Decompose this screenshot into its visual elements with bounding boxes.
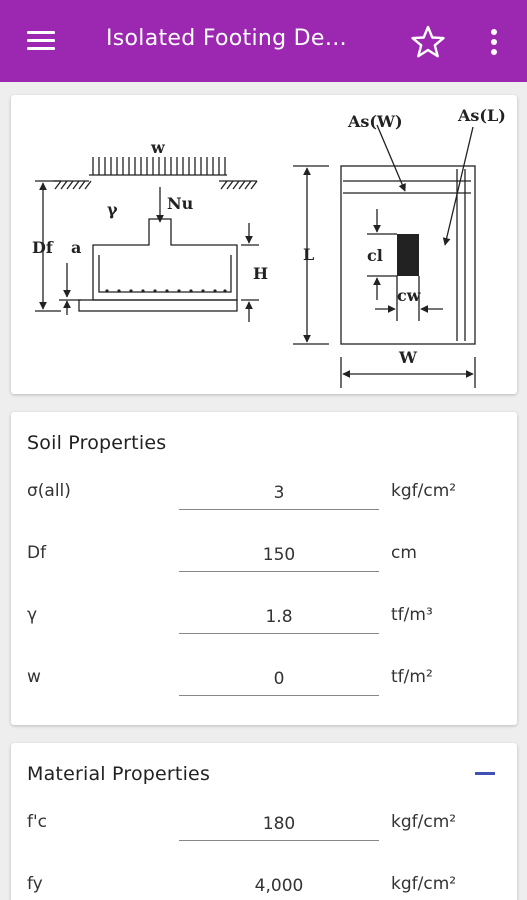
star-icon[interactable] [410, 24, 446, 60]
menu-icon[interactable] [27, 28, 57, 54]
sigma-all-unit: kgf/cm² [391, 481, 457, 501]
app-bar [0, 0, 527, 82]
soil-properties-card [11, 412, 517, 725]
label-h: H [253, 264, 269, 283]
label-w: w [151, 138, 165, 157]
fc-label: f'c [27, 812, 48, 832]
sigma-all-input[interactable] [179, 476, 379, 510]
material-properties-card [11, 743, 517, 900]
label-nu: Nu [167, 194, 194, 213]
label-gamma: γ [107, 200, 118, 219]
w-label: w [27, 667, 41, 687]
footing-diagram [11, 95, 517, 394]
collapse-icon[interactable] [475, 772, 495, 775]
fc-input[interactable] [179, 807, 379, 841]
fy-unit: kgf/cm² [391, 874, 457, 894]
label-l: L [303, 245, 315, 264]
fy-input[interactable] [179, 869, 379, 900]
fy-label: fy [27, 874, 43, 894]
label-cl: cl [367, 246, 383, 265]
label-cw: cw [397, 286, 421, 305]
gamma-unit: tf/m³ [391, 605, 433, 625]
sigma-all-label: σ(all) [27, 481, 71, 501]
fc-unit: kgf/cm² [391, 812, 457, 832]
label-width: W [399, 348, 417, 367]
w-input[interactable] [179, 662, 379, 696]
df-label: Df [27, 543, 47, 563]
df-unit: cm [391, 543, 417, 563]
label-as-l: As(L) [458, 106, 506, 125]
soil-properties-title: Soil Properties [27, 432, 167, 454]
label-df: Df [32, 238, 53, 257]
df-input[interactable] [179, 538, 379, 572]
gamma-input[interactable] [179, 600, 379, 634]
label-as-w: As(W) [348, 112, 403, 131]
page-title: Isolated Footing De… [106, 26, 348, 51]
footing-diagram-card [11, 95, 517, 394]
material-properties-title: Material Properties [27, 763, 211, 785]
gamma-label: γ [27, 605, 38, 625]
more-options-icon[interactable] [482, 26, 506, 58]
w-unit: tf/m² [391, 667, 433, 687]
label-a: a [71, 238, 82, 257]
